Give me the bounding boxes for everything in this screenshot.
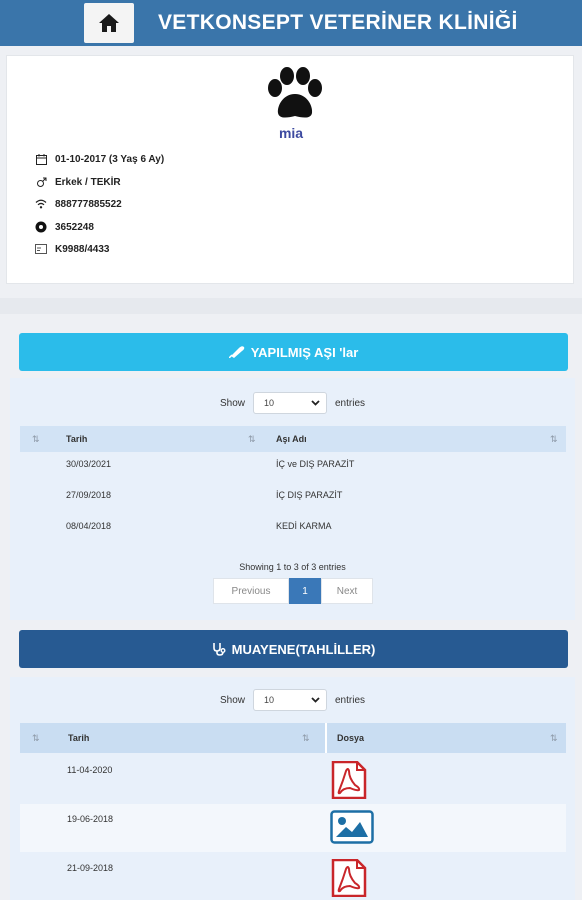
gender-icon: [35, 176, 47, 188]
sort-icon[interactable]: ⇅: [32, 732, 39, 743]
vaccines-section-button[interactable]: [19, 333, 568, 371]
entries-label: entries: [335, 694, 366, 706]
column-header-file[interactable]: Dosya: [325, 723, 364, 753]
page-size-select[interactable]: [253, 392, 327, 414]
pdf-file-icon[interactable]: [330, 859, 368, 899]
chip-row: [35, 198, 122, 210]
row-date: 11-04-2020: [67, 765, 113, 775]
row-date: 30/03/2021: [66, 459, 112, 469]
birth-date-row: [35, 153, 164, 165]
page-size-control: [10, 689, 575, 711]
card-row: [35, 243, 110, 255]
exams-section-label: MUAYENE(TAHLİLLER): [231, 641, 376, 657]
row-date: 08/04/2018: [66, 521, 112, 531]
gender-breed-row: [35, 176, 121, 188]
pet-profile-card: [6, 55, 574, 284]
row-date: 27/09/2018: [66, 490, 112, 500]
row-vaccine-name: İÇ ve DIŞ PARAZİT: [276, 459, 355, 469]
page-size-value: 10: [264, 695, 275, 705]
eye-icon: [35, 221, 47, 233]
table-row: [20, 853, 566, 900]
calendar-icon: [35, 153, 47, 165]
column-header-vaccine-name[interactable]: Aşı Adı: [276, 434, 307, 444]
page-size-control: [10, 392, 575, 414]
table-row: [20, 804, 566, 852]
next-page-button[interactable]: Next: [321, 578, 373, 604]
sort-icon[interactable]: ⇅: [550, 732, 557, 743]
chevron-down-icon: [311, 697, 320, 703]
exams-section-button[interactable]: [19, 630, 568, 668]
table-info: Showing 1 to 3 of 3 entries: [239, 562, 346, 572]
chevron-down-icon: [311, 400, 320, 406]
sort-icon[interactable]: ⇅: [302, 732, 309, 743]
sort-icon[interactable]: ⇅: [248, 433, 255, 444]
page-size-value: 10: [264, 398, 275, 408]
sort-icon[interactable]: ⇅: [550, 433, 557, 444]
app-header: [0, 0, 582, 46]
column-header-date[interactable]: Tarih: [66, 434, 88, 444]
table-header: [20, 426, 566, 452]
syringe-icon: [229, 346, 245, 358]
show-label: Show: [219, 397, 245, 409]
image-file-icon[interactable]: [330, 810, 374, 846]
stethoscope-icon: [212, 642, 226, 656]
id-row: [35, 221, 94, 233]
id-number-text: 3652248: [55, 221, 94, 233]
paw-icon: [263, 66, 327, 124]
pdf-file-icon[interactable]: [330, 761, 368, 801]
row-vaccine-name: KEDİ KARMA: [276, 521, 332, 531]
show-label: Show: [219, 694, 245, 706]
home-button[interactable]: [84, 3, 134, 43]
chip-number-text: 888777885522: [55, 198, 122, 210]
column-header-date[interactable]: Tarih: [68, 733, 90, 743]
card-number-text: K9988/4433: [55, 243, 110, 255]
page-size-select[interactable]: [253, 689, 327, 711]
page-1-button[interactable]: 1: [289, 578, 321, 604]
previous-page-button[interactable]: Previous: [213, 578, 289, 604]
entries-label: entries: [335, 397, 366, 409]
clinic-title: VETKONSEPT VETERİNER KLİNİĞİ: [158, 11, 518, 34]
vaccines-section-label: YAPILMIŞ AŞI 'lar: [250, 344, 359, 360]
pet-name: mia: [278, 125, 304, 141]
table-row: [20, 755, 566, 803]
exams-table-panel: [10, 677, 575, 900]
wifi-icon: [35, 198, 47, 210]
pagination: [213, 578, 373, 604]
sort-icon[interactable]: ⇅: [32, 433, 39, 444]
row-date: 19-06-2018: [67, 814, 114, 824]
id-card-icon: [35, 243, 47, 255]
vaccines-table-panel: [10, 378, 575, 620]
home-icon: [98, 13, 120, 33]
gender-breed-text: Erkek / TEKİR: [55, 176, 121, 188]
table-header: [20, 723, 566, 753]
birth-date-text: 01-10-2017 (3 Yaş 6 Ay): [55, 153, 165, 165]
divider: [0, 298, 582, 314]
row-date: 21-09-2018: [67, 863, 114, 873]
row-vaccine-name: İÇ DIŞ PARAZİT: [276, 490, 343, 500]
